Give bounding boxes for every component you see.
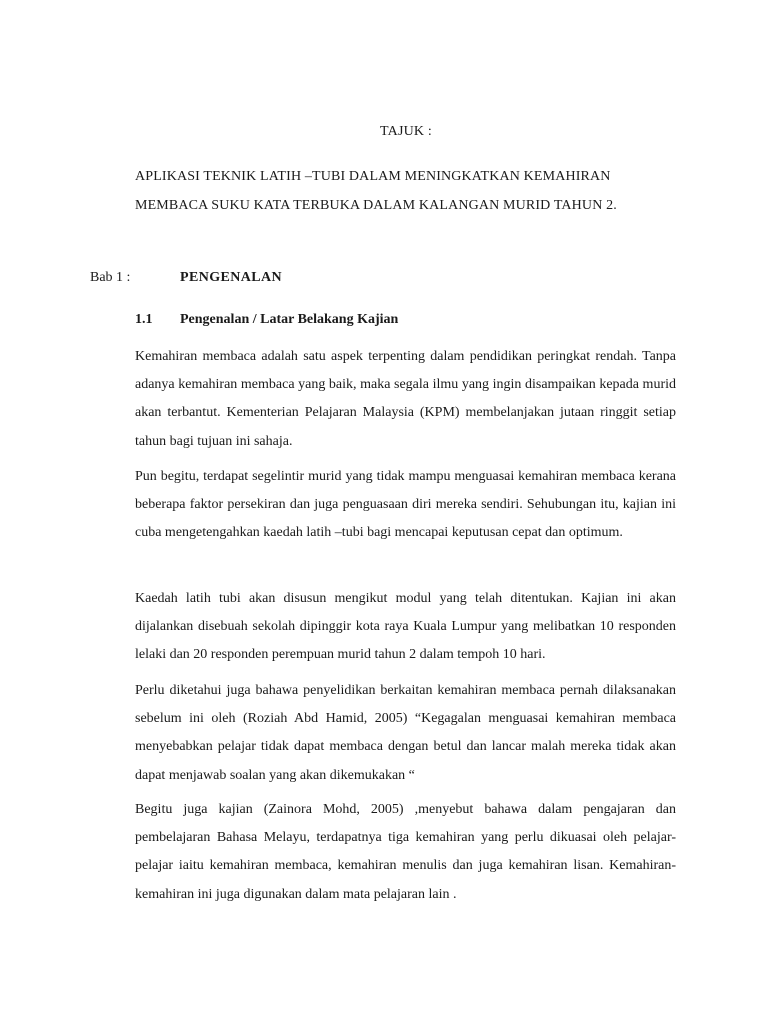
chapter-title: PENGENALAN bbox=[180, 270, 283, 285]
tajuk-label: TAJUK : bbox=[380, 124, 432, 139]
title-line-1: APLIKASI TEKNIK LATIH –TUBI DALAM MENINGKATKAN KEMAHIRAN bbox=[135, 169, 611, 184]
chapter-label: Bab 1 : bbox=[90, 270, 131, 285]
paragraph: Pun begitu, terdapat segelintir murid yang tidak mampu menguasai kemahiran membaca kerana beberapa faktor persekiran dan juga penguasaan diri mereka sendiri. Sehubungan itu, kajian ini cuba mengetengahkan kaedah latih –tubi bagi mencapai keputusan cepat dan optimum. bbox=[135, 469, 676, 541]
title-line-2: MEMBACA SUKU KATA TERBUKA DALAM KALANGAN MURID TAHUN 2. bbox=[135, 198, 617, 213]
section-title: Pengenalan / Latar Belakang Kajian bbox=[180, 312, 399, 327]
paragraph: Kemahiran membaca adalah satu aspek terpenting dalam pendidikan peringkat rendah. Tanpa adanya kemahiran membaca yang baik, maka segala ilmu yang ingin disampaikan kepada murid akan terbantut. Kementerian Pelajaran Malaysia (KPM) membelanjakan jutaan ringgit setiap tahun bagi tujuan ini sahaja. bbox=[135, 349, 676, 449]
section-heading bbox=[135, 312, 398, 328]
paragraph: Kaedah latih tubi akan disusun mengikut modul yang telah ditentukan. Kajian ini akan dijalankan disebuah sekolah dipinggir kota raya Kuala Lumpur yang melibatkan 10 responden lelaki dan 20 responden perempuan murid tahun 2 dalam tempoh 10 hari. bbox=[135, 591, 676, 663]
chapter-heading bbox=[90, 270, 282, 286]
section-number: 1.1 bbox=[135, 312, 153, 327]
document-title bbox=[135, 162, 695, 220]
paragraph: Begitu juga kajian (Zainora Mohd, 2005) ,menyebut bahawa dalam pengajaran dan pembelajaran Bahasa Melayu, terdapatnya tiga kemahiran yang perlu dikuasai oleh pelajar-pelajar iaitu kemahiran membaca, kemahiran menulis dan juga kemahiran lisan. Kemahiran-kemahiran ini juga digunakan dalam mata pelajaran lain . bbox=[135, 802, 676, 902]
paragraph: Perlu diketahui juga bahawa penyelidikan berkaitan kemahiran membaca pernah dilaksanakan sebelum ini oleh (Roziah Abd Hamid, 2005) “Kegagalan menguasai kemahiran membaca menyebabkan pelajar tidak dapat membaca dengan betul dan lancar malah mereka tidak akan dapat menjawab soalan yang akan dikemukakan “ bbox=[135, 683, 676, 783]
